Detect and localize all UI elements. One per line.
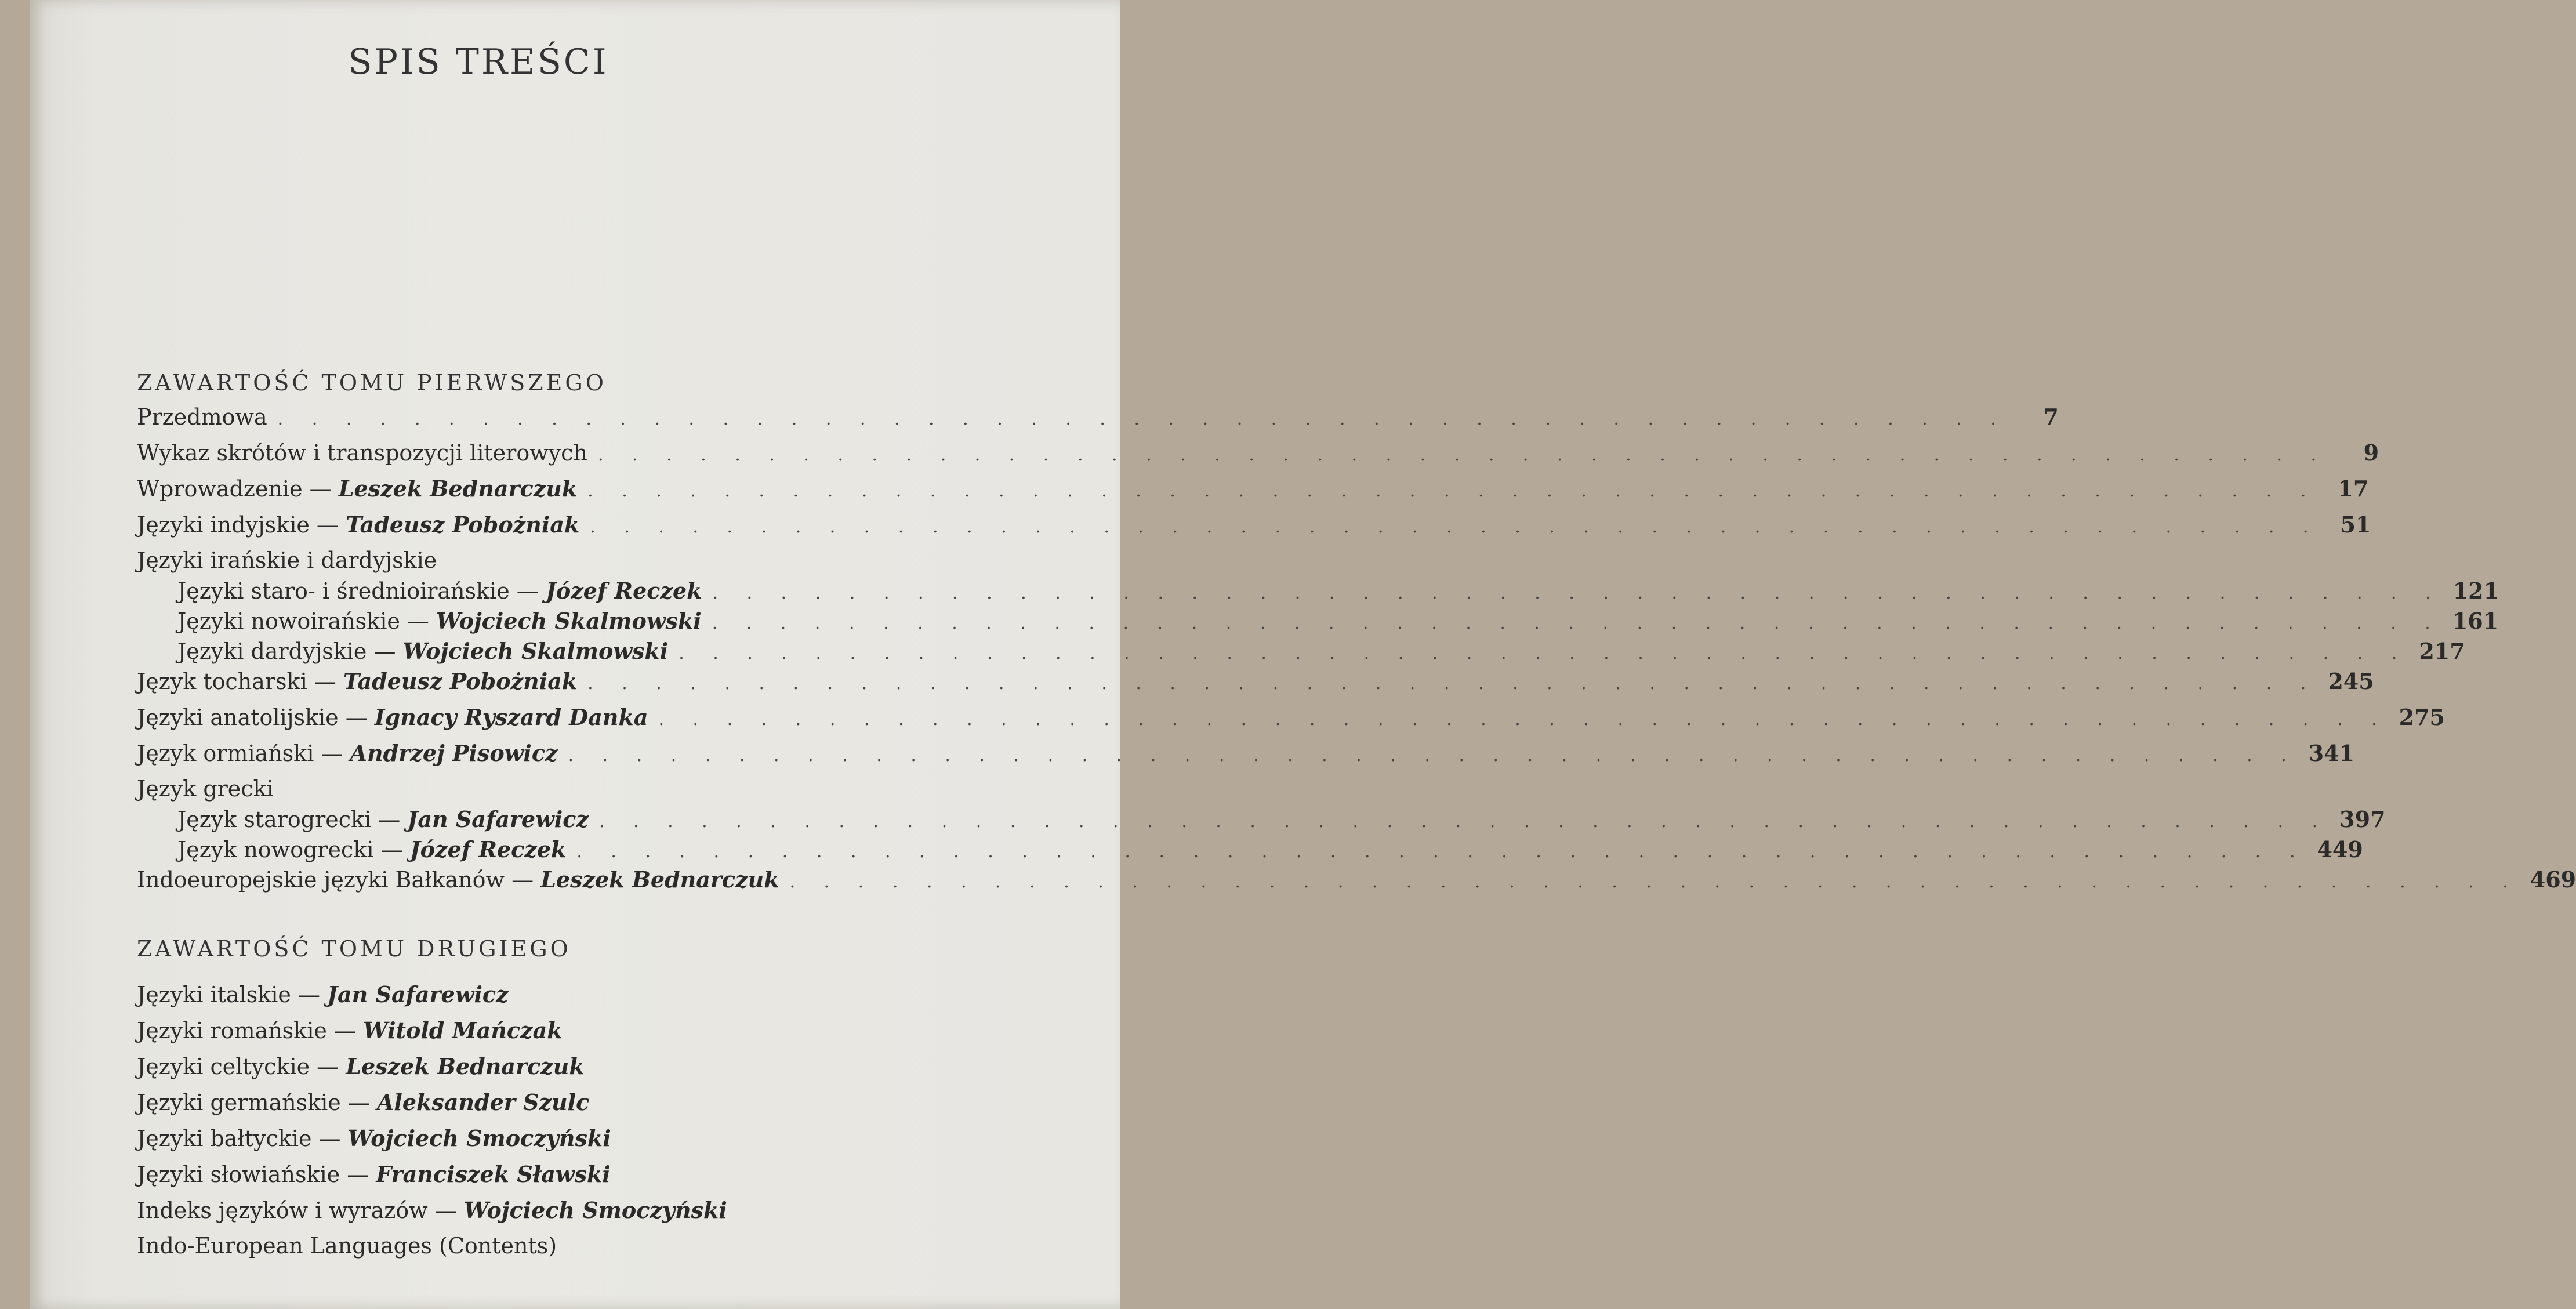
entry-author: Wojciech Skalmowski	[436, 608, 702, 634]
page-number: 469	[2530, 866, 2576, 893]
entry-title: Języki italskie —	[137, 982, 320, 1007]
dot-leader: . . . . . . . . . . . . . . . . . . . . . . . . . . . . . . . . . . . . . . . . . . . . . . . . . . .	[712, 583, 2443, 603]
page-number: 121	[2452, 578, 2499, 604]
entry-author: Aleksander Szulc	[376, 1089, 590, 1115]
entry-title: Indo-European Languages (Contents)	[137, 1233, 557, 1259]
page-number: 7	[2043, 404, 2059, 430]
entry-title: Języki romańskie —	[137, 1018, 356, 1043]
entry-author: Andrzej Pisowicz	[350, 740, 558, 766]
entry-title: Języki bałtyckie —	[137, 1126, 341, 1151]
entry-title: Język tocharski —	[137, 669, 336, 694]
entry-title: Przedmowa	[137, 404, 267, 430]
toc-entry	[137, 1161, 1053, 1197]
toc-entry	[137, 512, 2371, 547]
toc-entry	[137, 1233, 1053, 1269]
toc-entry	[137, 440, 2379, 476]
entry-title: Wprowadzenie —	[137, 476, 332, 502]
entry-author: Józef Reczek	[545, 578, 702, 604]
entry-author: Józef Reczek	[409, 836, 567, 862]
dot-leader: . . . . . . . . . . . . . . . . . . . . . . . . . . . . . . . . . . . . . . . . . . . . . . . . . . .	[568, 745, 2298, 766]
entry-title: Indeks języków i wyrazów —	[137, 1198, 457, 1223]
page-number: 9	[2363, 440, 2379, 466]
toc-subentry	[137, 806, 2386, 836]
volume2-heading: ZAWARTOŚĆ TOMU DRUGIEGO	[137, 936, 571, 962]
page-title: SPIS TREŚCI	[348, 42, 609, 82]
volume1-heading: ZAWARTOŚĆ TOMU PIERWSZEGO	[137, 370, 607, 396]
entry-author: Jan Safarewicz	[327, 981, 509, 1007]
entry-title: Języki staro- i średnioirańskie —	[177, 578, 539, 604]
entry-author: Franciszek Sławski	[376, 1161, 611, 1187]
page-number: 341	[2308, 740, 2355, 766]
entry-title: Język ormiański —	[137, 741, 343, 766]
toc-entry	[137, 1053, 1053, 1089]
entry-title: Języki słowiańskie —	[137, 1162, 369, 1187]
entry-author: Tadeusz Pobożniak	[346, 512, 580, 538]
entry-author: Wojciech Smoczyński	[463, 1197, 727, 1223]
page-number: 17	[2338, 476, 2369, 502]
toc-entry	[137, 740, 2355, 776]
entry-title: Język nowogrecki —	[177, 837, 403, 862]
dot-leader: . . . . . . . . . . . . . . . . . . . . . . . . . . . . . . . . . . . . . . . . . . . . . . . . . . .	[712, 613, 2442, 633]
toc-group-heading	[137, 776, 1053, 806]
entry-title: Indoeuropejskie języki Bałkanów —	[137, 867, 534, 893]
entry-title: Wykaz skrótów i transpozycji literowych	[137, 440, 587, 466]
entry-title: Języki nowoirańskie —	[177, 608, 429, 634]
entry-title: Języki germańskie —	[137, 1090, 370, 1115]
entry-author: Tadeusz Pobożniak	[343, 668, 578, 694]
toc-entry	[137, 476, 2369, 512]
page-number: 449	[2317, 836, 2363, 862]
toc-subentry	[137, 836, 2363, 866]
toc-subentry	[137, 638, 2465, 668]
page-number: 51	[2340, 512, 2371, 538]
entry-author: Wojciech Smoczyński	[347, 1125, 611, 1151]
entry-title: Języki irańskie i dardyjskie	[137, 547, 437, 573]
volume2-toc	[137, 981, 1053, 1269]
toc-entry	[137, 866, 2576, 902]
toc-entry	[137, 668, 2374, 704]
toc-entry	[137, 1125, 1053, 1161]
toc-entry	[137, 704, 2445, 740]
toc-entry	[137, 404, 2059, 440]
entry-title: Język grecki	[137, 776, 274, 802]
toc-entry	[137, 1017, 1053, 1053]
entry-author: Witold Mańczak	[363, 1017, 563, 1043]
book-page	[30, 0, 2576, 1309]
page-number: 161	[2452, 608, 2499, 634]
dot-leader: . . . . . . . . . . . . . . . . . . . . . . . . . . . . . . . . . . . . . . . . . . . . . . . . . . .	[277, 409, 2008, 429]
entry-title: Języki indyjskie —	[137, 512, 339, 538]
toc-group-heading	[137, 547, 1053, 578]
dot-leader: . . . . . . . . . . . . . . . . . . . . . . . . . . . . . . . . . . . . . . . . . . . . . . . . . . .	[789, 872, 2520, 892]
page-number: 217	[2419, 638, 2465, 664]
dot-leader: . . . . . . . . . . . . . . . . . . . . . . . . . . . . . . . . . . . . . . . . . . . . . . . . . . .	[576, 842, 2307, 862]
toc-subentry	[137, 608, 2499, 638]
toc-entry	[137, 1197, 1053, 1233]
dot-leader: . . . . . . . . . . . . . . . . . . . . . . . . . . . . . . . . . . . . . . . . . . . . . . . . . . .	[587, 481, 2318, 501]
page-number: 245	[2328, 668, 2374, 694]
entry-author: Leszek Bednarczuk	[346, 1053, 585, 1079]
dot-leader: . . . . . . . . . . . . . . . . . . . . . . . . . . . . . . . . . . . . . . . . . . . . . . . . . . .	[598, 811, 2330, 832]
dot-leader: . . . . . . . . . . . . . . . . . . . . . . . . . . . . . . . . . . . . . . . . . . . . . . . . . . .	[597, 445, 2328, 465]
toc-entry	[137, 981, 1053, 1017]
entry-title: Języki celtyckie —	[137, 1054, 339, 1079]
page-number: 275	[2399, 704, 2445, 730]
entry-author: Jan Safarewicz	[407, 806, 589, 832]
entry-title: Języki anatolijskie —	[137, 705, 368, 730]
entry-author: Wojciech Skalmowski	[402, 638, 669, 664]
dot-leader: . . . . . . . . . . . . . . . . . . . . . . . . . . . . . . . . . . . . . . . . . . . . . . . . . . .	[587, 673, 2318, 694]
entry-author: Leszek Bednarczuk	[540, 866, 779, 893]
entry-author: Leszek Bednarczuk	[338, 476, 578, 502]
dot-leader: . . . . . . . . . . . . . . . . . . . . . . . . . . . . . . . . . . . . . . . . . . . . . . . . . . .	[679, 643, 2409, 663]
toc-subentry	[137, 578, 2499, 608]
volume1-toc	[137, 404, 2576, 902]
toc-entry	[137, 1089, 1053, 1125]
page-number: 397	[2339, 806, 2386, 832]
dot-leader: . . . . . . . . . . . . . . . . . . . . . . . . . . . . . . . . . . . . . . . . . . . . . . . . . . .	[590, 517, 2320, 537]
entry-title: Język starogrecki —	[177, 807, 401, 832]
entry-author: Ignacy Ryszard Danka	[374, 704, 648, 730]
entry-title: Języki dardyjskie —	[177, 639, 396, 664]
dot-leader: . . . . . . . . . . . . . . . . . . . . . . . . . . . . . . . . . . . . . . . . . . . . . . . . . . .	[658, 709, 2389, 730]
